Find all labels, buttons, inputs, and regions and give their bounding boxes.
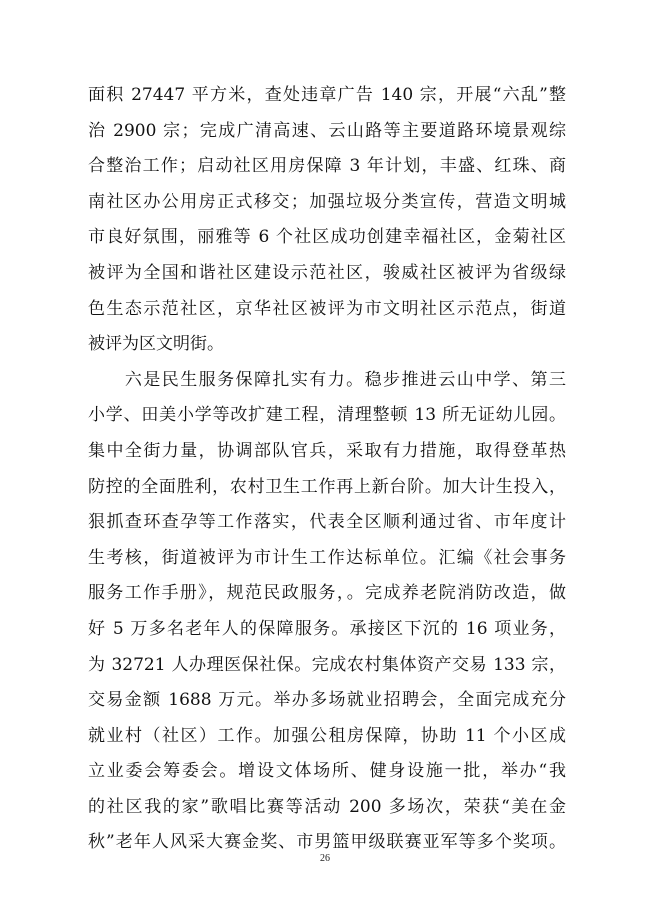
text-line: 就业村（社区）工作。加强公租房保障，协助 11 个小区成 — [88, 725, 566, 746]
text-line: 色生态示范社区，京华社区被评为市文明社区示范点，街道 — [88, 298, 566, 319]
text-line: 防控的全面胜利，农村卫生工作再上新台阶。加大计生投入， — [88, 476, 566, 497]
text-line: 生考核，街道被评为市计生工作达标单位。汇编《社会事务 — [88, 547, 566, 568]
text-line: 狠抓查环查孕等工作落实，代表全区顺利通过省、市年度计 — [88, 512, 566, 533]
text-line: 小学、田美小学等改扩建工程，清理整顿 13 所无证幼儿园。 — [88, 405, 566, 426]
body-text — [88, 78, 566, 861]
text-line: 的社区我的家”歌唱比赛等活动 200 多场次，荣获“美在金 — [88, 796, 566, 817]
text-line: 治 2900 宗；完成广清高速、云山路等主要道路环境景观综 — [88, 120, 566, 141]
text-line: 市良好氛围，丽雅等 6 个社区成功创建幸福社区，金菊社区 — [88, 227, 566, 248]
text-line: 好 5 万多名老年人的保障服务。承接区下沉的 16 项业务， — [88, 618, 566, 639]
text-line: 南社区办公用房正式移交；加强垃圾分类宣传，营造文明城 — [88, 191, 566, 212]
text-line: 服务工作手册》，规范民政服务，。完成养老院消防改造，做 — [88, 583, 566, 604]
page-number: 26 — [320, 853, 330, 864]
text-line: 六是民生服务保障扎实有力。稳步推进云山中学、第三 — [88, 369, 566, 390]
text-line: 被评为区文明街。 — [88, 334, 224, 355]
text-line: 被评为全国和谐社区建设示范社区，骏威社区被评为省级绿 — [88, 262, 566, 283]
text-line: 秋”老年人风采大赛金奖、市男篮甲级联赛亚军等多个奖项。 — [88, 832, 566, 853]
text-line: 集中全街力量，协调部队官兵，采取有力措施，取得登革热 — [88, 440, 566, 461]
text-line: 交易金额 1688 万元。举办多场就业招聘会，全面完成充分 — [88, 690, 566, 711]
text-line: 合整治工作；启动社区用房保障 3 年计划，丰盛、红珠、商 — [88, 156, 566, 177]
text-line: 立业委会筹委会。增设文体场所、健身设施一批，举办“我 — [88, 761, 566, 782]
text-line: 面积 27447 平方米，查处违章广告 140 宗，开展“六乱”整 — [88, 85, 566, 105]
text-line: 为 32721 人办理医保社保。完成农村集体资产交易 133 宗， — [88, 654, 566, 675]
